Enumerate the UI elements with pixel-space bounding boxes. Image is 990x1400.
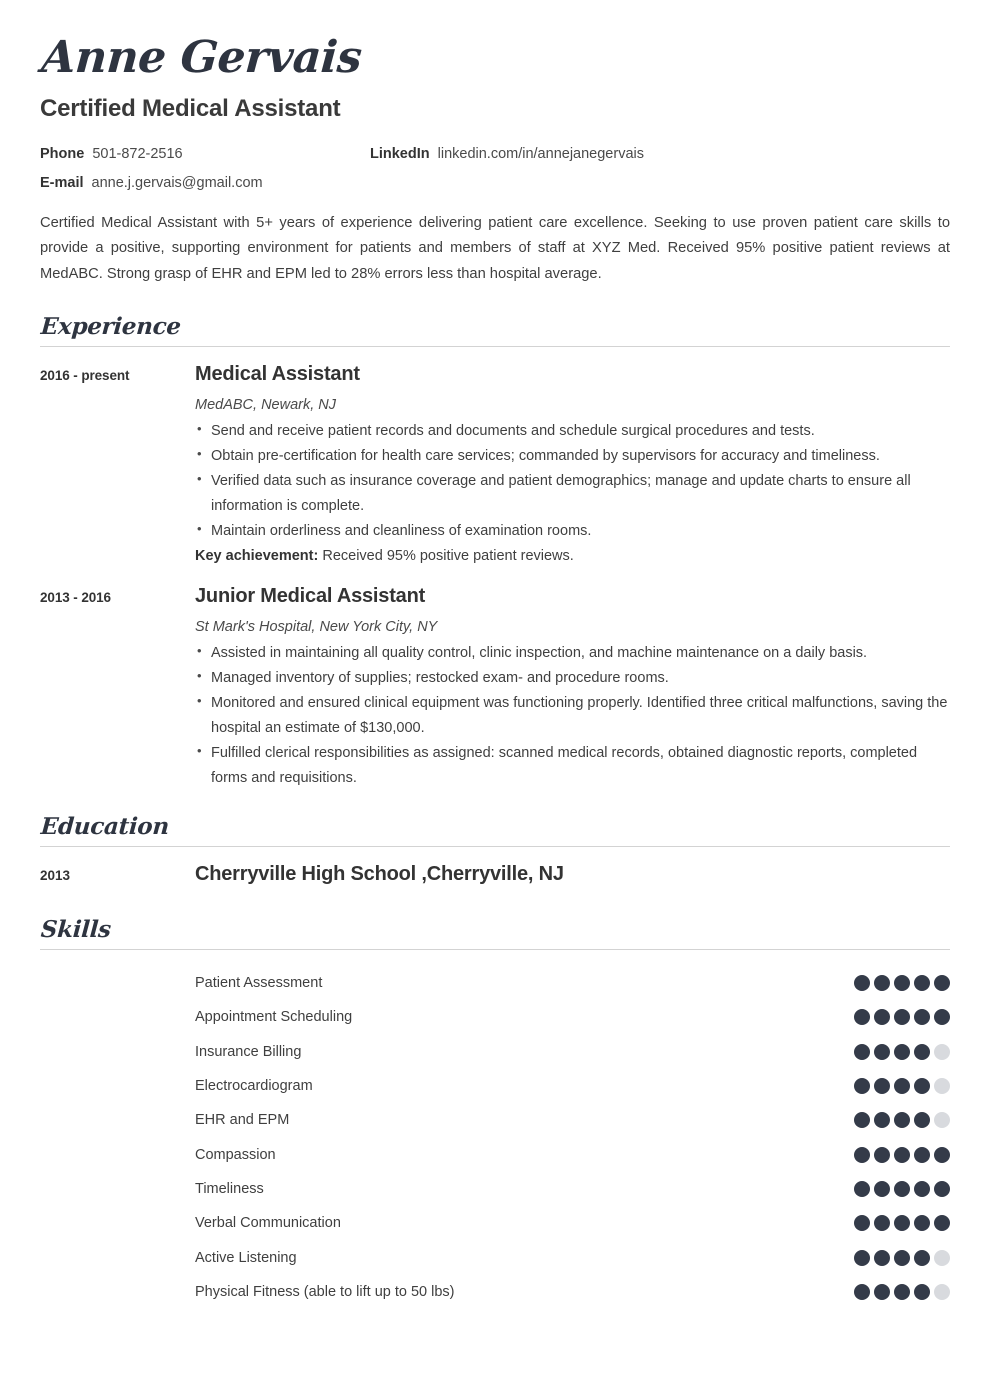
- rating-dot-filled: [854, 1112, 870, 1128]
- rating-dot-filled: [914, 1181, 930, 1197]
- skill-rating-dots: [854, 1284, 950, 1300]
- skill-name: Electrocardiogram: [195, 1078, 313, 1095]
- rating-dot-filled: [934, 1009, 950, 1025]
- rating-dot-empty: [934, 1044, 950, 1060]
- skill-row: [40, 1035, 950, 1069]
- rating-dot-filled: [894, 1284, 910, 1300]
- experience-company: St Mark's Hospital, New York City, NY: [195, 619, 438, 636]
- experience-company: MedABC, Newark, NJ: [195, 396, 337, 413]
- contact-email: [40, 176, 370, 191]
- skill-name: Patient Assessment: [195, 975, 323, 992]
- skill-row: [40, 1240, 950, 1274]
- rating-dot-filled: [874, 1284, 890, 1300]
- email-label: E-mail: [40, 175, 84, 192]
- list-item: • Maintain orderliness and cleanliness of examination rooms.: [195, 519, 950, 544]
- skill-rating-dots: [854, 1147, 950, 1163]
- linkedin-label: LinkedIn: [370, 145, 430, 162]
- skill-name: EHR and EPM: [195, 1112, 290, 1129]
- rating-dot-filled: [874, 1181, 890, 1197]
- skill-rating-dots: [854, 1181, 950, 1197]
- skill-name: Physical Fitness (able to lift up to 50 lbs): [195, 1283, 455, 1300]
- linkedin-value[interactable]: linkedin.com/in/annejanegervais: [437, 145, 644, 162]
- section-skills: [40, 916, 950, 1309]
- rating-dot-filled: [934, 1147, 950, 1163]
- skill-name: Insurance Billing: [195, 1043, 302, 1060]
- experience-bullets: [195, 641, 950, 791]
- rating-dot-filled: [914, 1009, 930, 1025]
- rating-dot-filled: [914, 975, 930, 991]
- rating-dot-filled: [914, 1078, 930, 1094]
- experience-date: 2013 - 2016: [40, 590, 111, 606]
- experience-role: Medical Assistant: [195, 362, 360, 385]
- rating-dot-filled: [894, 1215, 910, 1231]
- skill-rating-dots: [854, 1250, 950, 1266]
- rating-dot-filled: [854, 1147, 870, 1163]
- rating-dot-filled: [854, 1009, 870, 1025]
- resume-header: [40, 0, 950, 123]
- key-achievement-label: Key achievement:: [195, 548, 319, 565]
- rating-dot-filled: [894, 1044, 910, 1060]
- rating-dot-filled: [854, 1215, 870, 1231]
- section-divider: [40, 846, 950, 847]
- rating-dot-filled: [894, 1078, 910, 1094]
- rating-dot-empty: [934, 1284, 950, 1300]
- rating-dot-filled: [894, 1181, 910, 1197]
- list-item: • Verified data such as insurance coverage and patient demographics; manage and update charts to ensure all information is complete.: [195, 469, 950, 519]
- skill-name: Compassion: [195, 1146, 276, 1163]
- rating-dot-filled: [874, 1215, 890, 1231]
- rating-dot-filled: [854, 975, 870, 991]
- phone-label: Phone: [40, 145, 85, 162]
- section-heading-education: Education: [40, 813, 170, 841]
- rating-dot-filled: [874, 1112, 890, 1128]
- skill-rating-dots: [854, 1215, 950, 1231]
- skill-row: [40, 1206, 950, 1240]
- rating-dot-filled: [894, 1112, 910, 1128]
- contact-linkedin: [370, 147, 644, 162]
- skill-name: Active Listening: [195, 1249, 297, 1266]
- skill-rating-dots: [854, 1112, 950, 1128]
- experience-entry: [40, 585, 950, 791]
- contact-block: [40, 147, 950, 191]
- rating-dot-filled: [874, 1250, 890, 1266]
- skill-name: Appointment Scheduling: [195, 1009, 353, 1026]
- email-value[interactable]: anne.j.gervais@gmail.com: [91, 175, 263, 192]
- key-achievement-text: Received 95% positive patient reviews.: [322, 548, 574, 565]
- rating-dot-filled: [874, 1009, 890, 1025]
- skill-row: [40, 1172, 950, 1206]
- candidate-job-title: Certified Medical Assistant: [40, 94, 341, 122]
- skill-row: [40, 1000, 950, 1034]
- education-date: 2013: [40, 868, 71, 884]
- rating-dot-filled: [934, 1181, 950, 1197]
- rating-dot-filled: [914, 1044, 930, 1060]
- phone-value[interactable]: 501-872-2516: [92, 145, 183, 162]
- experience-entry: [40, 363, 950, 570]
- skill-name: Verbal Communication: [195, 1215, 341, 1232]
- contact-row-email: [40, 176, 950, 191]
- professional-summary: Certified Medical Assistant with 5+ years of experience delivering patient care excellence. Seeking to use proven patient care skills to provide a positive, supporting environment for patients and members of staff at XYZ Med. Received 95% positive patient reviews at MedABC. Strong grasp of EHR and EPM led to 28% errors less than hospital average.: [40, 214, 950, 283]
- skill-rating-dots: [854, 1078, 950, 1094]
- skill-row: [40, 1275, 950, 1309]
- skill-row: [40, 1069, 950, 1103]
- list-item: • Obtain pre-certification for health care services; commanded by supervisors for accuracy and timeliness.: [195, 444, 950, 469]
- key-achievement: [195, 544, 950, 569]
- section-divider: [40, 346, 950, 347]
- rating-dot-filled: [874, 1078, 890, 1094]
- rating-dot-filled: [854, 1044, 870, 1060]
- rating-dot-filled: [854, 1078, 870, 1094]
- section-divider: [40, 949, 950, 950]
- contact-phone: [40, 147, 370, 162]
- experience-date: 2016 - present: [40, 367, 130, 383]
- rating-dot-empty: [934, 1112, 950, 1128]
- skill-name: Timeliness: [195, 1180, 264, 1197]
- rating-dot-filled: [854, 1250, 870, 1266]
- rating-dot-filled: [894, 975, 910, 991]
- rating-dot-filled: [894, 1009, 910, 1025]
- skill-rating-dots: [854, 975, 950, 991]
- experience-body: [195, 585, 950, 791]
- rating-dot-empty: [934, 1250, 950, 1266]
- skill-row: [40, 1103, 950, 1137]
- list-item: • Assisted in maintaining all quality control, clinic inspection, and machine maintenance on a daily basis.: [195, 641, 950, 666]
- rating-dot-filled: [854, 1284, 870, 1300]
- candidate-name: Anne Gervais: [39, 32, 364, 83]
- skill-row: [40, 1138, 950, 1172]
- rating-dot-filled: [854, 1181, 870, 1197]
- experience-bullets: [195, 419, 950, 544]
- rating-dot-empty: [934, 1078, 950, 1094]
- skill-rating-dots: [854, 1009, 950, 1025]
- section-experience: [40, 313, 950, 791]
- section-heading-skills: Skills: [40, 916, 112, 944]
- rating-dot-filled: [874, 1147, 890, 1163]
- rating-dot-filled: [914, 1112, 930, 1128]
- list-item: • Fulfilled clerical responsibilities as assigned: scanned medical records, obtained diagnostic reports, completed forms and requisitions.: [195, 741, 950, 791]
- contact-row-phone-linkedin: [40, 147, 950, 162]
- section-heading-experience: Experience: [40, 312, 182, 340]
- rating-dot-filled: [914, 1284, 930, 1300]
- list-item: • Send and receive patient records and documents and schedule surgical procedures and tests.: [195, 419, 950, 444]
- rating-dot-filled: [914, 1147, 930, 1163]
- rating-dot-filled: [934, 1215, 950, 1231]
- rating-dot-filled: [874, 1044, 890, 1060]
- education-entry: [40, 863, 950, 886]
- list-item: • Managed inventory of supplies; restocked exam- and procedure rooms.: [195, 666, 950, 691]
- rating-dot-filled: [874, 975, 890, 991]
- skills-list: [40, 966, 950, 1309]
- rating-dot-filled: [934, 975, 950, 991]
- experience-role: Junior Medical Assistant: [195, 585, 426, 608]
- experience-body: [195, 363, 950, 570]
- rating-dot-filled: [894, 1147, 910, 1163]
- rating-dot-filled: [914, 1215, 930, 1231]
- skill-row: [40, 966, 950, 1000]
- rating-dot-filled: [894, 1250, 910, 1266]
- education-school: Cherryville High School ,Cherryville, NJ: [195, 863, 564, 886]
- skill-rating-dots: [854, 1044, 950, 1060]
- list-item: • Monitored and ensured clinical equipment was functioning properly. Identified three critical malfunctions, saving the hospital an estimate of $130,000.: [195, 691, 950, 741]
- rating-dot-filled: [914, 1250, 930, 1266]
- section-education: [40, 813, 950, 886]
